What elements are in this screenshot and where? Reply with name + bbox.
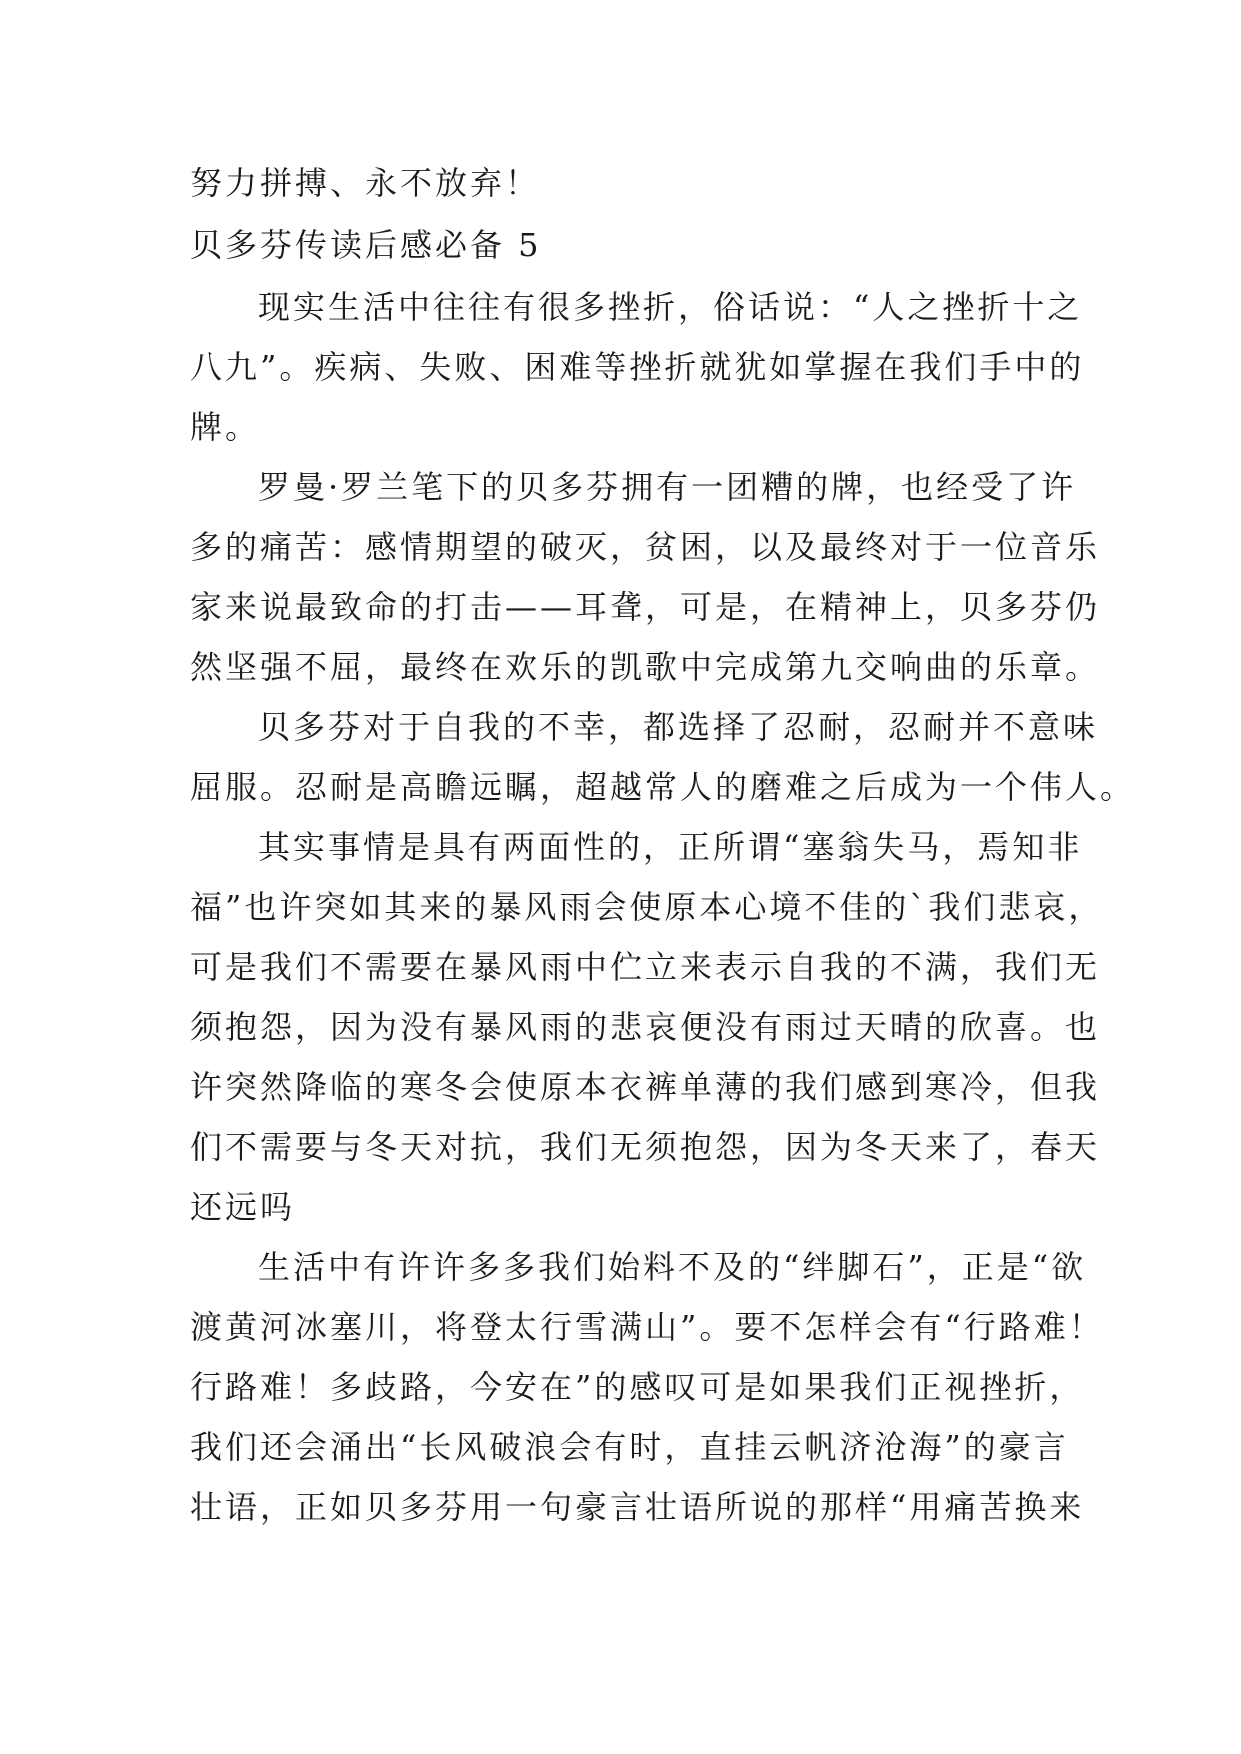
paragraph-line: 贝多芬对于自我的不幸，都选择了忍耐，忍耐并不意味: [258, 708, 1099, 746]
paragraph-2: [190, 457, 1101, 697]
paragraph-line: 可是我们不需要在暴风雨中伫立来表示自我的不满，我们无: [190, 948, 1101, 986]
paragraph-4: [190, 817, 1104, 1237]
paragraph-line: 多的痛苦：感情期望的破灭，贫困，以及最终对于一位音乐: [190, 528, 1101, 566]
document-body: [190, 153, 1136, 1537]
paragraph-line: 须抱怨，因为没有暴风雨的悲哀便没有雨过天晴的欣喜。也: [190, 1008, 1101, 1046]
section-title: 贝多芬传读后感必备 5: [190, 226, 542, 264]
paragraph-line: 壮语，正如贝多芬用一句豪言壮语所说的那样“用痛苦换来: [190, 1488, 1085, 1526]
paragraph-line: 福”也许突如其来的暴风雨会使原本心境不佳的`我们悲哀，: [190, 888, 1104, 926]
paragraph-line: 然坚强不屈，最终在欢乐的凯歌中完成第九交响曲的乐章。: [190, 648, 1101, 686]
paragraph-line: 家来说最致命的打击——耳聋，可是，在精神上，贝多芬仍: [190, 588, 1101, 626]
paragraph-3: [190, 697, 1136, 817]
paragraph-line: 屈服。忍耐是高瞻远瞩，超越常人的磨难之后成为一个伟人。: [190, 768, 1136, 806]
paragraph-line: 行路难！多歧路，今安在”的感叹可是如果我们正视挫折，: [190, 1368, 1085, 1406]
paragraph-line: 现实生活中往往有很多挫折，俗话说：“人之挫折十之: [258, 288, 1083, 326]
paragraph-line: 还远吗: [190, 1188, 296, 1226]
paragraph-1: [190, 277, 1085, 457]
paragraph-line: 们不需要与冬天对抗，我们无须抱怨，因为冬天来了，春天: [190, 1128, 1101, 1166]
paragraph-line: 生活中有许许多多我们始料不及的“绊脚石”，正是“欲: [258, 1248, 1087, 1286]
paragraph-5: [190, 1237, 1104, 1537]
paragraph-line: 牌。: [190, 408, 261, 446]
paragraph-line: 渡黄河冰塞川，将登太行雪满山”。要不怎样会有“行路难！: [190, 1308, 1104, 1346]
paragraph-line: 我们还会涌出“长风破浪会有时，直挂云帆济沧海”的豪言: [190, 1428, 1069, 1466]
paragraph-line: 许突然降临的寒冬会使原本衣裤单薄的我们感到寒冷，但我: [190, 1068, 1101, 1106]
paragraph-line: 其实事情是具有两面性的，正所谓“塞翁失马，焉知非: [258, 828, 1083, 866]
paragraph-line: 罗曼·罗兰笔下的贝多芬拥有一团糟的牌，也经受了许: [258, 468, 1077, 506]
previous-section-ending: 努力拼搏、永不放弃！: [190, 164, 541, 202]
paragraph-line: 八九”。疾病、失败、困难等挫折就犹如掌握在我们手中的: [190, 348, 1085, 386]
